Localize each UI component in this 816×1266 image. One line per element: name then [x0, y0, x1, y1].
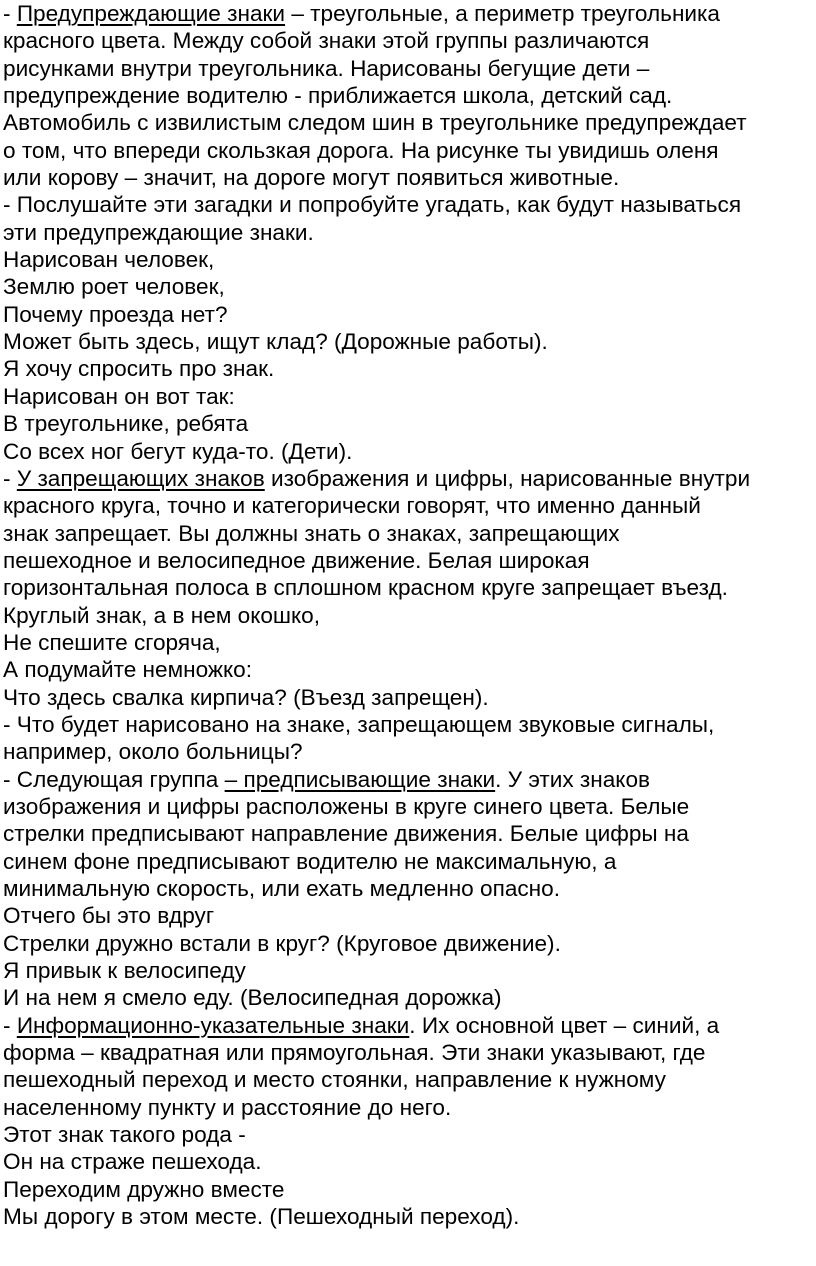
text-segment: например, около больницы?	[3, 739, 303, 765]
text-segment: И на нем я смело еду. (Велосипедная дорожка)	[3, 985, 502, 1011]
text-line	[3, 766, 816, 793]
text-line	[3, 55, 816, 82]
text-segment: предупреждение водителю - приближается школа, детский сад.	[3, 83, 673, 109]
text-line	[3, 684, 816, 711]
text-line	[3, 273, 816, 300]
underlined-term: Информационно-указательные знаки	[16, 1012, 410, 1038]
text-line	[3, 875, 816, 902]
text-segment: горизонтальная полоса в сплошном красном круге запрещает въезд.	[3, 575, 728, 601]
text-line	[3, 902, 816, 929]
text-line	[3, 1121, 816, 1148]
text-line	[3, 383, 816, 410]
text-line	[3, 848, 816, 875]
text-line	[3, 1094, 816, 1121]
text-segment: пешеходное и велосипедное движение. Белая широкая	[3, 547, 590, 573]
text-line	[3, 465, 816, 492]
text-line	[3, 109, 816, 136]
text-line	[3, 438, 816, 465]
text-line	[3, 27, 816, 54]
text-line	[3, 164, 816, 191]
text-line	[3, 301, 816, 328]
underlined-term: – предписывающие знаки	[224, 766, 496, 792]
text-segment: . У этих знаков	[495, 766, 651, 792]
text-line	[3, 82, 816, 109]
text-segment: минимальную скорость, или ехать медленно опасно.	[3, 876, 560, 901]
text-line	[3, 492, 816, 519]
text-segment: Я хочу спросить про знак.	[3, 356, 275, 382]
text-segment: красного цвета. Между собой знаки этой группы различаются	[3, 28, 650, 54]
text-segment: синем фоне предписывают водителю не максимальную, а	[3, 848, 617, 874]
text-segment: - Следующая группа	[3, 766, 225, 792]
text-segment: форма – квадратная или прямоугольная. Эти знаки указывают, где	[3, 1040, 706, 1066]
text-segment: Я привык к велосипеду	[3, 958, 246, 984]
text-line	[3, 957, 816, 984]
text-segment: А подумайте немножко:	[3, 657, 252, 683]
text-segment: Что здесь свалка кирпича? (Въезд запрещен).	[3, 684, 489, 710]
text-segment: Переходим дружно вместе	[3, 1176, 285, 1202]
text-line	[3, 191, 816, 218]
text-line	[3, 574, 816, 601]
text-segment: Автомобиль с извилистым следом шин в треугольнике предупреждает	[3, 110, 747, 136]
text-line	[3, 1066, 816, 1093]
text-segment: населенному пункту и расстояние до него.	[3, 1094, 452, 1120]
text-line	[3, 793, 816, 820]
text-segment: В треугольнике, ребята	[3, 411, 249, 437]
text-segment: Не спешите сгоряча,	[3, 629, 221, 655]
text-line	[3, 1176, 816, 1203]
text-segment: Может быть здесь, ищут клад? (Дорожные работы).	[3, 329, 548, 355]
text-line	[3, 1203, 816, 1230]
underlined-term: У запрещающих знаков	[16, 465, 265, 491]
text-line	[3, 547, 816, 574]
text-segment: изображения и цифры расположены в круге синего цвета. Белые	[3, 793, 690, 819]
text-segment: рисунками внутри треугольника. Нарисованы бегущие дети –	[3, 55, 650, 81]
text-line	[3, 246, 816, 273]
text-line	[3, 410, 816, 437]
text-segment: - Что будет нарисовано на знаке, запрещающем звуковые сигналы,	[3, 711, 715, 737]
text-line	[3, 656, 816, 683]
text-line	[3, 602, 816, 629]
text-segment: - Послушайте эти загадки и попробуйте угадать, как будут называться	[3, 192, 742, 218]
text-segment: Круглый знак, а в нем окошко,	[3, 602, 321, 628]
text-line	[3, 0, 816, 27]
text-segment: Нарисован он вот так:	[3, 383, 235, 409]
text-segment: – треугольные, а периметр треугольника	[285, 1, 720, 26]
text-line	[3, 328, 816, 355]
text-segment: Почему проезда нет?	[3, 301, 228, 327]
text-segment: . Их основной цвет – синий, а	[409, 1012, 720, 1038]
text-segment: Со всех ног бегут куда-то. (Дети).	[3, 438, 353, 464]
text-line	[3, 984, 816, 1011]
document-body	[3, 0, 816, 1230]
text-line	[3, 219, 816, 246]
text-segment: Нарисован человек,	[3, 247, 215, 273]
text-line	[3, 137, 816, 164]
text-line	[3, 355, 816, 382]
text-segment: эти предупреждающие знаки.	[3, 219, 314, 245]
text-segment: стрелки предписывают направление движения. Белые цифры на	[3, 821, 689, 847]
text-segment: -	[3, 1012, 17, 1038]
text-line	[3, 520, 816, 547]
text-line	[3, 1148, 816, 1175]
text-segment: о том, что впереди скользкая дорога. На рисунке ты увидишь оленя	[3, 137, 719, 163]
text-segment: -	[3, 465, 17, 491]
underlined-term: Предупреждающие знаки	[16, 1, 286, 26]
text-segment: Он на страже пешехода.	[3, 1149, 262, 1175]
text-segment: Стрелки дружно встали в круг? (Круговое движение).	[3, 930, 561, 956]
text-segment: пешеходный переход и место стоянки, направление к нужному	[3, 1067, 666, 1093]
text-segment: или корову – значит, на дороге могут появиться животные.	[3, 165, 620, 191]
text-line	[3, 711, 816, 738]
text-segment: Отчего бы это вдруг	[3, 903, 215, 929]
text-line	[3, 820, 816, 847]
text-line	[3, 1039, 816, 1066]
text-segment: красного круга, точно и категорически говорят, что именно данный	[3, 493, 701, 519]
text-segment: Землю роет человек,	[3, 274, 225, 300]
text-segment: знак запрещает. Вы должны знать о знаках, запрещающих	[3, 520, 620, 546]
text-line	[3, 738, 816, 765]
text-line	[3, 930, 816, 957]
text-line	[3, 1012, 816, 1039]
text-line	[3, 629, 816, 656]
text-segment: -	[3, 1, 17, 26]
text-segment: Этот знак такого рода -	[3, 1122, 246, 1148]
text-segment: изображения и цифры, нарисованные внутри	[264, 465, 751, 491]
text-segment: Мы дорогу в этом месте. (Пешеходный переход).	[3, 1204, 520, 1230]
